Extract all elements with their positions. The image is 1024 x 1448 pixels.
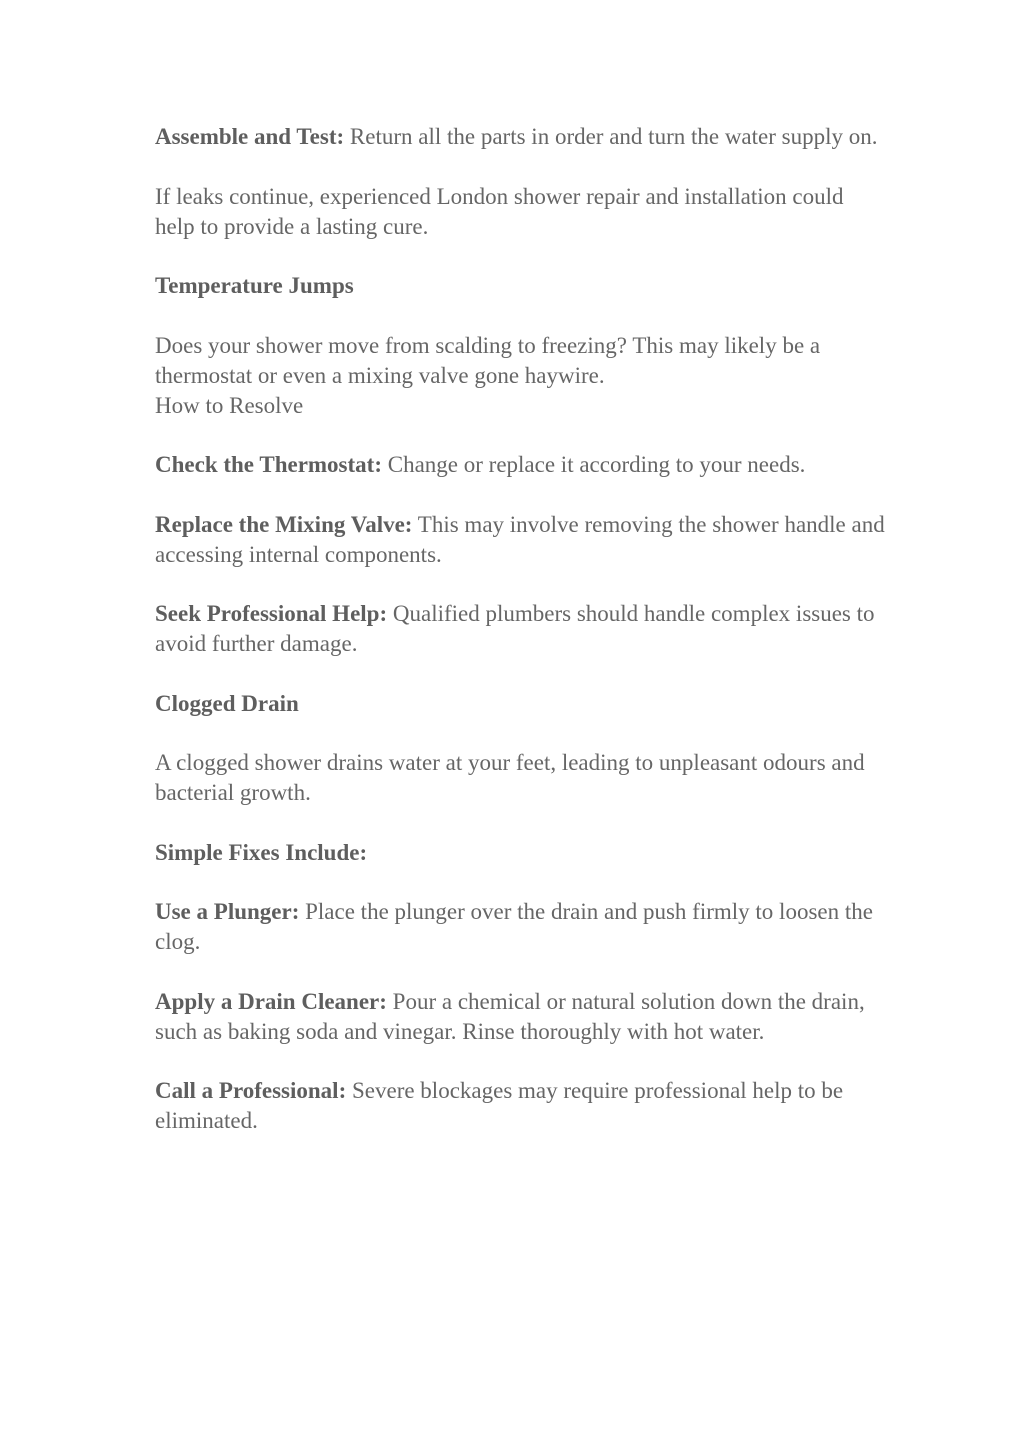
section-heading-clogged-drain: Clogged Drain (155, 690, 299, 716)
step-text: Change or replace it according to your needs. (382, 452, 806, 477)
step-text: Place the plunger over the drain and push firmly to loosen the clog. (155, 899, 873, 954)
step-use-plunger (155, 897, 885, 957)
step-title: Use a Plunger: (155, 899, 300, 924)
section-heading-simple-fixes: Simple Fixes Include: (155, 839, 368, 865)
paragraph-clogged-drain-intro: A clogged shower drains water at your feet, leading to unpleasant odours and bacterial growth. (155, 750, 865, 805)
step-call-professional (155, 1076, 885, 1136)
step-text: Return all the parts in order and turn the water supply on. (344, 124, 878, 149)
subheading-how-to-resolve: How to Resolve (155, 392, 304, 418)
step-title: Check the Thermostat: (155, 452, 382, 477)
step-replace-mixing-valve (155, 510, 885, 570)
step-title: Apply a Drain Cleaner: (155, 988, 387, 1014)
step-title: Call a Professional: (155, 1078, 347, 1103)
section-heading-temperature-jumps: Temperature Jumps (155, 273, 354, 298)
step-seek-professional-help (155, 599, 885, 659)
step-title: Seek Professional Help: (155, 601, 388, 626)
paragraph-temperature-intro: Does your shower move from scalding to freezing? This may likely be a thermostat or even a mixing valve gone haywire. (155, 332, 821, 388)
step-assemble-and-test (155, 122, 885, 152)
paragraph-leaks-continue: If leaks continue, experienced London shower repair and installation could help to provide a lasting cure. (155, 183, 844, 239)
step-text: Qualified plumbers should handle complex issues to avoid further damage. (155, 601, 875, 656)
step-title: Assemble and Test: (155, 124, 345, 149)
step-text: This may involve removing the shower handle and accessing internal components. (155, 511, 885, 567)
step-text: Pour a chemical or natural solution down the drain, such as baking soda and vinegar. Rinse thoroughly with hot water. (155, 988, 865, 1044)
step-check-thermostat (155, 450, 885, 480)
document-page (155, 122, 885, 1166)
step-text: Severe blockages may require professional help to be eliminated. (155, 1078, 844, 1133)
step-title: Replace the Mixing Valve: (155, 511, 413, 537)
step-apply-drain-cleaner (155, 987, 885, 1047)
